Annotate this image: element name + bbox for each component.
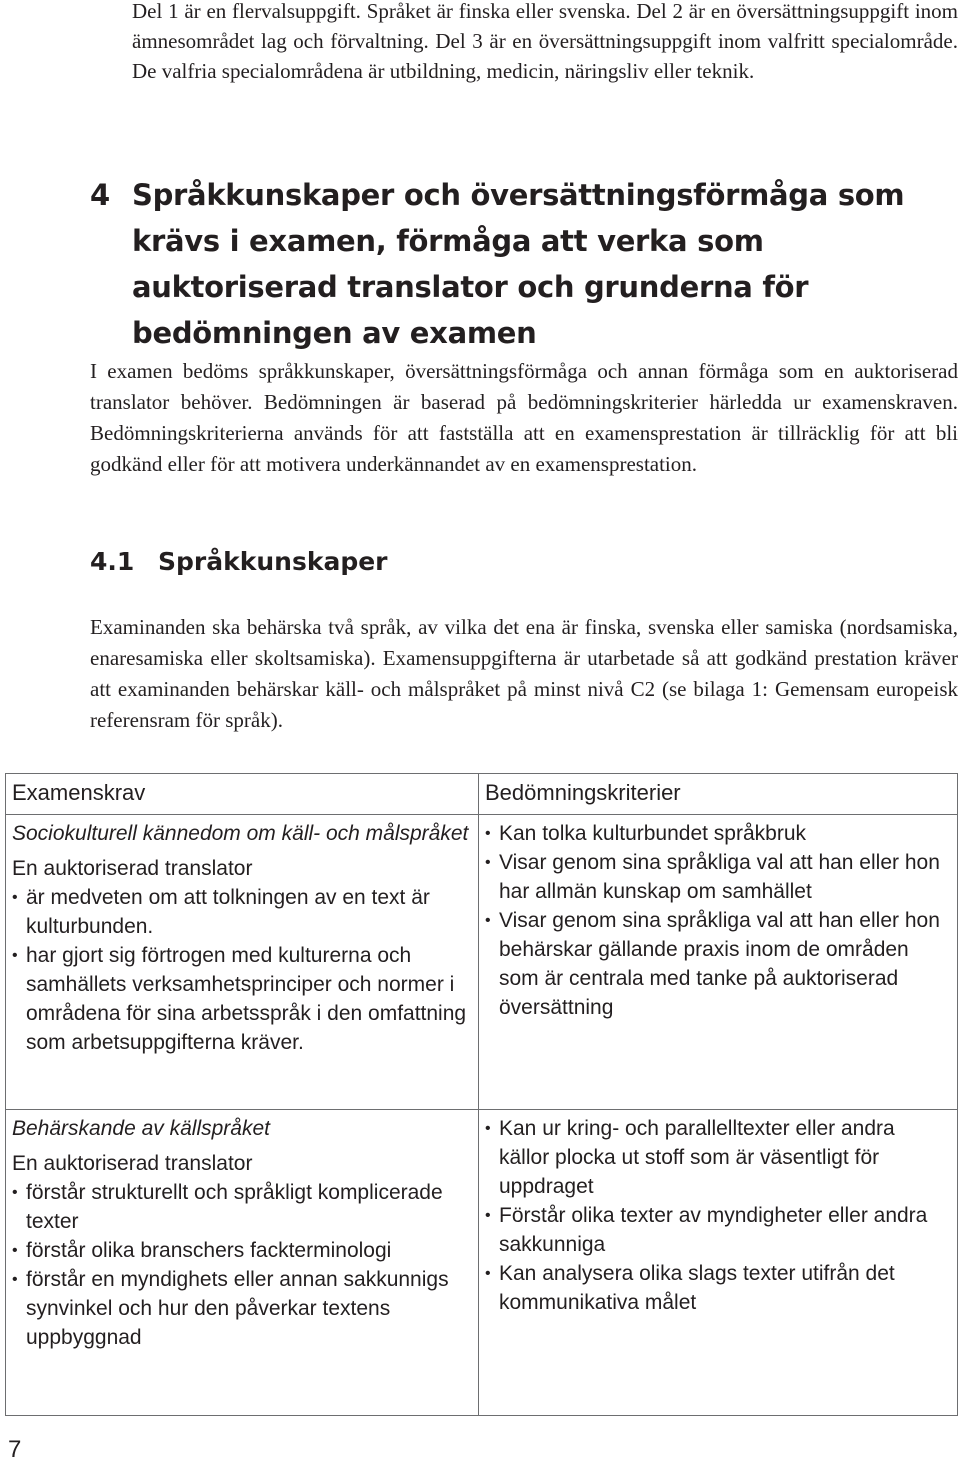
list-item: • förstår en myndighets eller annan sakkunnigs synvinkel och hur den påverkar textens uppbyggnad: [12, 1265, 470, 1352]
intro-paragraph: [132, 0, 958, 86]
section-4-title: Språkkunskaper och översättningsförmåga som krävs i examen, förmåga att verka som auktoriserad translator och grunderna för bedömningen av examen: [132, 178, 905, 350]
list-item: • Visar genom sina språkliga val att han eller hon har allmän kunskap om samhället: [485, 848, 949, 906]
row-subheading: Behärskande av källspråket: [12, 1117, 270, 1140]
section-4-1-heading: [90, 542, 388, 582]
requirements-cell: [6, 815, 479, 1110]
section-4-heading: [90, 172, 950, 350]
intro-text: Del 1 är en flervalsuppgift. Språket är finska eller svenska. Del 2 är en översättningsuppgift inom ämnesområdet lag och förvaltning. Del 3 är en översättningsuppgift inom valfritt specialområde. De valfria specialområdena är utbildning, medicin, näringsliv eller teknik.: [132, 0, 958, 83]
criteria-cell: [479, 815, 958, 1110]
section-4-number: 4: [90, 178, 110, 212]
requirements-criteria-table: [5, 773, 958, 1416]
list-item: • är medveten om att tolkningen av en text är kulturbunden.: [12, 883, 470, 941]
criteria-list: [485, 1114, 949, 1317]
requirements-cell: [6, 1110, 479, 1416]
table-header-row: [6, 774, 958, 815]
language-skills-paragraph: Examinanden ska behärska två språk, av vilka det ena är finska, svenska eller samiska (nordsamiska, enaresamiska eller skoltsamiska). Examensuppgifterna är utarbetade så att godkänd prestation kräver att examinanden behärskar käll- och målspråket på minst nivå C2 (se bilaga 1: Gemensam europeisk referensram för språk).: [90, 615, 958, 732]
list-item: • Kan analysera olika slags texter utifrån det kommunikativa målet: [485, 1259, 949, 1317]
row-lead: En auktoriserad translator: [12, 857, 253, 880]
row-subheading: Sociokulturell kännedom om käll- och målspråket: [12, 822, 469, 845]
page-number: 7: [8, 1436, 22, 1463]
list-item: • Förstår olika texter av myndigheter eller andra sakkunniga: [485, 1201, 949, 1259]
list-item: • Kan tolka kulturbundet språkbruk: [485, 819, 949, 848]
list-item: • Kan ur kring- och parallelltexter eller andra källor plocka ut stoff som är väsentligt för uppdraget: [485, 1114, 949, 1201]
list-item: • förstår strukturellt och språkligt komplicerade texter: [12, 1178, 470, 1236]
section-4-1-title: Språkkunskaper: [158, 547, 388, 576]
header-requirements: Examenskrav: [6, 774, 479, 815]
requirements-list: [12, 1178, 470, 1352]
table-row: [6, 815, 958, 1110]
row-lead: En auktoriserad translator: [12, 1152, 253, 1175]
section-4-1-number: 4.1: [90, 547, 135, 576]
criteria-list: [485, 819, 949, 1022]
requirements-list: [12, 883, 470, 1057]
assessment-paragraph: I examen bedöms språkkunskaper, översättningsförmåga och annan förmåga som en auktoriserad translator behöver. Bedömningen är baserad på bedömningskriterier härledda ur examenskraven. Bedömningskriterierna används för att fastställa att en examensprestation är tillräcklig för att bli godkänd eller för att motivera underkännandet av en examensprestation.: [90, 359, 958, 476]
list-item: • har gjort sig förtrogen med kulturerna och samhällets verksamhetsprinciper och normer i områdena för sina arbetsspråk i den omfattning som arbetsuppgifterna kräver.: [12, 941, 470, 1057]
criteria-cell: [479, 1110, 958, 1416]
table-row: [6, 1110, 958, 1416]
header-criteria: Bedömningskriterier: [479, 774, 958, 815]
list-item: • förstår olika branschers fackterminologi: [12, 1236, 470, 1265]
list-item: • Visar genom sina språkliga val att han eller hon behärskar gällande praxis inom de områden som är centrala med tanke på auktoriserad översättning: [485, 906, 949, 1022]
